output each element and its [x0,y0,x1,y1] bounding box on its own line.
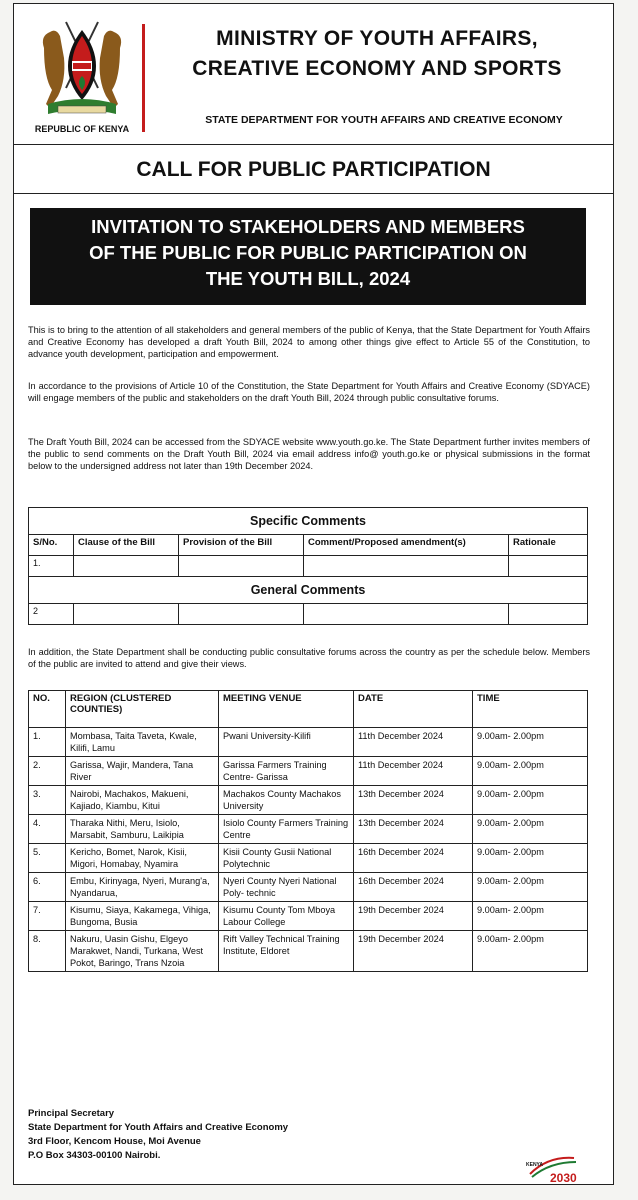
header [14,4,613,145]
vision-logo-big: 2030 [550,1171,577,1184]
vision-2030-icon [524,1152,584,1184]
schedule-time-cell: 9.00am- 2.00pm [473,902,588,931]
crest-label: REPUBLIC OF KENYA [34,124,130,134]
table-row [29,728,588,757]
schedule-date-cell: 11th December 2024 [354,728,473,757]
access-paragraph: The Draft Youth Bill, 2024 can be accessed from the SDYACE website www.youth.go.ke. The State Department further invites members of the public to send comments on the Draft Youth Bill, 2024 via email address info@ youth.go.ke or physical submissions in the format below to the undersigned address not later than 19th December 2024. [28,437,590,471]
schedule-venue-cell: Garissa Farmers Training Centre- Garissa [219,757,354,786]
empty-cell [304,604,509,625]
col-comment: Comment/Proposed amendment(s) [304,535,509,556]
schedule-no-cell: 5. [29,844,66,873]
schedule-time-cell: 9.00am- 2.00pm [473,728,588,757]
footer-box: P.O Box 34303-00100 Nairobi. [28,1150,161,1161]
ministry-title-line1: MINISTRY OF YOUTH AFFAIRS, [216,27,538,50]
footer-floor: 3rd Floor, Kencom House, Moi Avenue [28,1136,201,1147]
empty-cell [304,556,509,577]
schedule-time-cell: 9.00am- 2.00pm [473,815,588,844]
banner-line3: THE YOUTH BILL, 2024 [205,268,411,289]
signature-block [28,1107,288,1163]
empty-cell [509,556,588,577]
schedule-time-cell: 9.00am- 2.00pm [473,931,588,972]
divider-red [142,24,145,132]
empty-cell [74,604,179,625]
empty-cell [74,556,179,577]
table-row [29,844,588,873]
general-comments-title: General Comments [29,577,588,604]
col-region: REGION (CLUSTERED COUNTIES) [66,691,219,728]
comments-table [28,507,588,625]
col-venue: MEETING VENUE [219,691,354,728]
department-name: STATE DEPARTMENT FOR YOUTH AFFAIRS AND CREATIVE ECONOMY [205,114,563,126]
schedule-time-cell: 9.00am- 2.00pm [473,757,588,786]
schedule-no-cell: 4. [29,815,66,844]
col-clause: Clause of the Bill [74,535,179,556]
schedule-table [28,690,588,972]
col-sno: S/No. [29,535,74,556]
schedule-venue-cell: Nyeri County Nyeri National Poly- technic [219,873,354,902]
schedule-region-cell: Nakuru, Uasin Gishu, Elgeyo Marakwet, Nandi, Turkana, West Pokot, Baringo, Trans Nzoia [66,931,219,972]
col-provision: Provision of the Bill [179,535,304,556]
coat-of-arms [28,18,136,138]
schedule-time-cell: 9.00am- 2.00pm [473,844,588,873]
table-row [29,604,588,625]
schedule-no-cell: 1. [29,728,66,757]
schedule-venue-cell: Machakos County Machakos University [219,786,354,815]
table-row [29,556,588,577]
col-rationale: Rationale [509,535,588,556]
schedule-venue-cell: Kisii County Gusii National Polytechnic [219,844,354,873]
schedule-date-cell: 13th December 2024 [354,786,473,815]
schedule-date-cell: 13th December 2024 [354,815,473,844]
schedule-region-cell: Nairobi, Machakos, Makueni, Kajiado, Kiambu, Kitui [66,786,219,815]
article-10-paragraph: In accordance to the provisions of Article 10 of the Constitution, the State Department for Youth Affairs and Creative Economy (SDYACE) will engage members of the public and stakeholders on the draft Youth Bill, 2024 through public consultative forums. [28,381,590,403]
schedule-body [29,728,588,972]
row-number: 1. [29,556,74,577]
banner-line1: INVITATION TO STAKEHOLDERS AND MEMBERS [91,216,525,237]
row-number: 2 [29,604,74,625]
vision-2030-logo [524,1152,584,1184]
empty-cell [179,604,304,625]
table-row [29,931,588,972]
specific-comments-title: Specific Comments [29,508,588,535]
schedule-region-cell: Garissa, Wajir, Mandera, Tana River [66,757,219,786]
schedule-region-cell: Tharaka Nithi, Meru, Isiolo, Marsabit, Samburu, Laikipia [66,815,219,844]
schedule-date-cell: 19th December 2024 [354,931,473,972]
call-title: CALL FOR PUBLIC PARTICIPATION [14,147,613,194]
footer-title: Principal Secretary [28,1108,115,1119]
schedule-date-cell: 16th December 2024 [354,844,473,873]
col-time: TIME [473,691,588,728]
empty-cell [179,556,304,577]
schedule-region-cell: Kericho, Bomet, Narok, Kisii, Migori, Homabay, Nyamira [66,844,219,873]
schedule-no-cell: 7. [29,902,66,931]
schedule-date-cell: 11th December 2024 [354,757,473,786]
schedule-no-cell: 6. [29,873,66,902]
schedule-no-cell: 2. [29,757,66,786]
invitation-banner [30,208,586,305]
col-no: NO. [29,691,66,728]
schedule-date-cell: 16th December 2024 [354,873,473,902]
empty-cell [509,604,588,625]
table-row [29,757,588,786]
schedule-region-cell: Embu, Kirinyaga, Nyeri, Murang'a, Nyandarua, [66,873,219,902]
schedule-region-cell: Mombasa, Taita Taveta, Kwale, Kilifi, Lamu [66,728,219,757]
table-row [29,786,588,815]
schedule-venue-cell: Rift Valley Technical Training Institute, Eldoret [219,931,354,972]
notice-page [13,3,614,1185]
schedule-no-cell: 3. [29,786,66,815]
schedule-date-cell: 19th December 2024 [354,902,473,931]
intro-paragraph: This is to bring to the attention of all stakeholders and general members of the public of Kenya, that the State Department for Youth Affairs and Creative Economy has developed a draft Youth Bill, 2024 to among other things give effect to Article 55 of the Constitution, to advance youth development, participation and empowerment. [28,325,590,359]
table-row [29,815,588,844]
banner-line2: OF THE PUBLIC FOR PUBLIC PARTICIPATION ON [89,242,527,263]
schedule-time-cell: 9.00am- 2.00pm [473,786,588,815]
ministry-title-line2: CREATIVE ECONOMY AND SPORTS [192,57,562,80]
vision-logo-small: KENYA [526,1162,544,1168]
forums-paragraph: In addition, the State Department shall be conducting public consultative forums across the country as per the schedule below. Members of the public are invited to attend and give their views. [28,647,590,669]
coat-of-arms-icon [38,18,126,122]
schedule-no-cell: 8. [29,931,66,972]
footer-department: State Department for Youth Affairs and Creative Economy [28,1122,289,1133]
ministry-title [152,24,602,84]
schedule-venue-cell: Pwani University-Kilifi [219,728,354,757]
schedule-venue-cell: Isiolo County Farmers Training Centre [219,815,354,844]
schedule-venue-cell: Kisumu County Tom Mboya Labour College [219,902,354,931]
table-row [29,902,588,931]
col-date: DATE [354,691,473,728]
schedule-time-cell: 9.00am- 2.00pm [473,873,588,902]
schedule-region-cell: Kisumu, Siaya, Kakamega, Vihiga, Bungoma, Busia [66,902,219,931]
table-row [29,873,588,902]
